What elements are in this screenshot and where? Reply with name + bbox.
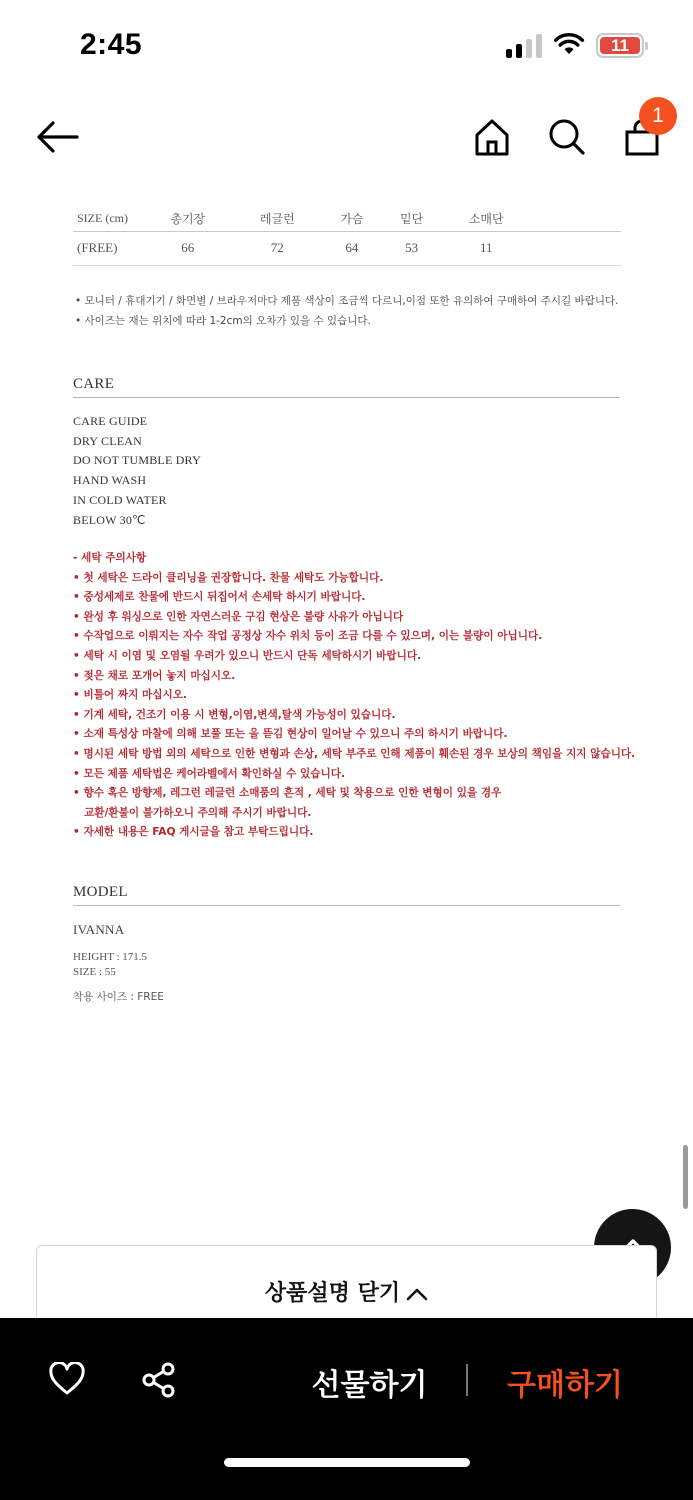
list-item: • 모든 제품 세탁법은 케어라벨에서 확인하실 수 있습니다.	[73, 767, 345, 780]
divider	[466, 1364, 468, 1396]
care-section-title: CARE	[73, 376, 620, 398]
gift-button[interactable]: 선물하기	[311, 1368, 428, 1403]
battery-icon	[596, 33, 644, 58]
size-header-chest: 가슴	[340, 211, 364, 226]
model-height: HEIGHT : 171.5	[73, 951, 148, 963]
search-icon[interactable]	[548, 118, 586, 156]
washing-caution-heading: - 세탁 주의사항	[73, 552, 147, 564]
care-item: BELOW 30℃	[73, 512, 146, 527]
care-item: DO NOT TUMBLE DRY	[73, 453, 201, 468]
page-scrollbar[interactable]	[683, 1145, 688, 1209]
size-header-length: 총기장	[170, 211, 206, 226]
list-item: • 기계 세탁, 건조기 이용 시 변형,이염,변색,탈색 가능성이 있습니다.	[73, 708, 396, 721]
washing-caution-list	[73, 549, 635, 843]
size-table-header	[73, 206, 621, 231]
list-item: • 중성세제로 찬물에 반드시 뒤집어서 손세탁 하시기 바랍니다.	[73, 591, 366, 604]
bottom-action-bar	[0, 1318, 693, 1500]
status-bar	[0, 0, 693, 92]
note-item: • 모니터 / 휴대기기 / 화면별 / 브라우저마다 제품 색상이 조금씩 다르니,이점 또한 유의하여 구매하여 주시길 바랍니다.	[75, 295, 619, 307]
model-section-title: MODEL	[73, 884, 620, 906]
cellular-signal-icon	[506, 34, 544, 58]
list-item: 교환/환불이 불가하오니 주의해 주시기 바랍니다.	[73, 806, 312, 819]
size-cell: 72	[270, 240, 284, 255]
care-list	[73, 412, 201, 530]
size-notes	[75, 291, 618, 331]
table-row	[73, 231, 621, 265]
care-item: DRY CLEAN	[73, 433, 143, 448]
size-cell: 66	[181, 240, 195, 255]
size-table	[73, 206, 621, 266]
model-name: IVANNA	[73, 922, 125, 937]
list-item: • 향수 혹은 방향제, 레그런 레글런 소매품의 흔적 , 세탁 및 착용으로 인한 변형이 있을 경우	[73, 787, 502, 800]
heart-icon[interactable]	[49, 1362, 85, 1396]
model-fit-size: 착용 사이즈 : FREE	[73, 991, 164, 1003]
size-header-raglan: 레글런	[259, 211, 295, 226]
model-info	[73, 950, 147, 980]
share-icon[interactable]	[141, 1362, 177, 1398]
list-item: • 젖은 채로 포개어 놓지 마십시오.	[73, 669, 236, 682]
cart-count-badge: 1	[639, 97, 677, 135]
chevron-up-icon	[406, 1287, 428, 1301]
list-item: • 명시된 세탁 방법 외의 세탁으로 인한 변형과 손상, 세탁 부주로 인해 제품이 훼손된 경우 보상의 책임을 지지 않습니다.	[73, 747, 636, 760]
top-nav-bar	[0, 92, 693, 182]
model-size: SIZE : 55	[73, 966, 116, 978]
list-item: • 첫 세탁은 드라이 클리닝을 권장합니다. 찬물 세탁도 가능합니다.	[73, 571, 384, 584]
size-header-hem: 밑단	[400, 211, 424, 226]
note-item: • 사이즈는 재는 위치에 따라 1-2cm의 오차가 있을 수 있습니다.	[75, 315, 371, 327]
list-item: • 세탁 시 이염 및 오염될 우려가 있으니 반드시 단독 세탁하시기 바랍니다.	[73, 649, 422, 662]
back-arrow-icon[interactable]	[35, 120, 79, 154]
size-cell: (FREE)	[77, 240, 118, 255]
close-description-label: 상품설명 닫기	[264, 1281, 401, 1306]
list-item: • 비틀어 짜지 마십시오.	[73, 689, 187, 702]
list-item: • 완성 후 워싱으로 인한 자연스러운 구김 현상은 불량 사유가 아닙니다	[73, 610, 404, 623]
care-item: HAND WASH	[73, 473, 147, 488]
size-header-size: SIZE (cm)	[77, 210, 128, 225]
care-item: CARE GUIDE	[73, 414, 148, 428]
buy-button[interactable]: 구매하기	[507, 1368, 623, 1403]
home-indicator[interactable]	[224, 1458, 470, 1467]
list-item: • 수작업으로 이뤄지는 자수 작업 공정상 자수 위치 등이 조금 다를 수 있으며, 이는 불량이 아닙니다.	[73, 630, 543, 643]
size-cell: 64	[345, 240, 359, 255]
status-time: 2:45	[80, 28, 143, 61]
size-header-cuff: 소매단	[468, 211, 504, 226]
size-cell: 11	[479, 240, 493, 255]
size-cell: 53	[405, 240, 419, 255]
wifi-icon	[553, 32, 585, 56]
list-item: • 자세한 내용은 FAQ 게시글을 참고 부탁드립니다.	[73, 826, 314, 839]
list-item: • 소재 특성상 마찰에 의해 보풀 또는 올 뜯김 현상이 일어날 수 있으니 주의 하시기 바랍니다.	[73, 728, 508, 741]
home-icon[interactable]	[474, 118, 510, 156]
care-item: IN COLD WATER	[73, 492, 167, 507]
battery-level: 11	[611, 35, 629, 55]
